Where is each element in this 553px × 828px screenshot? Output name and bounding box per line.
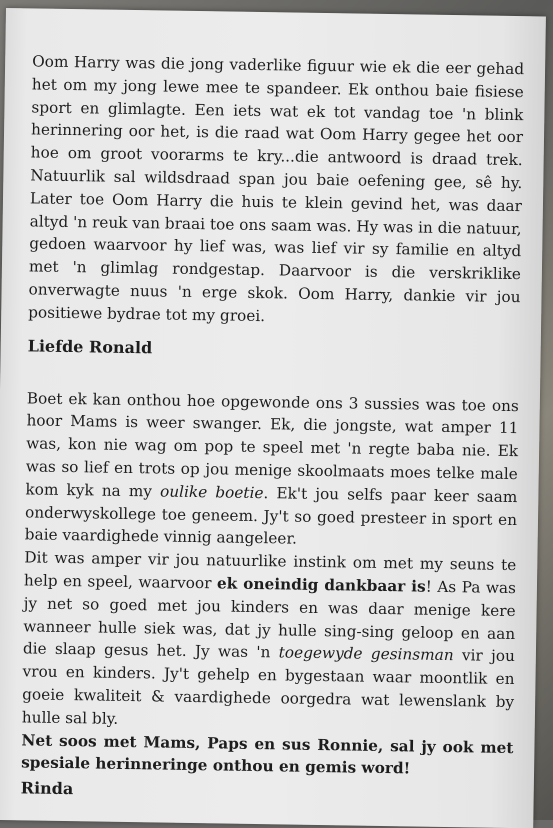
signature-ronald: Liefde Ronald	[27, 335, 153, 357]
text-span: . Ek't jou selfs paar keer saam onderwyskollege toe geneem. Jy't so goed presteer in sport en baie vaardighede vinnig aangeleer.	[24, 483, 518, 548]
page-text	[21, 50, 525, 805]
text-span: Dit was amper vir jou natuurlike instink om met my seuns te help en speel, waarvoor	[23, 548, 517, 593]
tribute-rinda-paragraph-1	[25, 387, 519, 554]
italic-span: toegewyde gesinsman	[278, 643, 454, 665]
signature-rinda: Rinda	[20, 778, 74, 799]
tribute-ronald-paragraph: Oom Harry was die jong vaderlike figuur wie ek die eer gehad het om my jong lewe mee te spandeer. Ek onthou baie fisiese sport en glimlagte. Een iets wat ek tot vandag toe 'n blink herinnering oor het, is die raad wat Oom Harry gegee het oor hoe om groot voorarms te kry...die antwoord is draad trek. Natuurlik sal wildsdraad span jou baie oefening gee, sê hy. Later toe Oom Harry die huis te klein gevind het, was daar altyd 'n reuk van braai toe ons saam was. Hy was in die natuur, gedoen waarvoor hy lief was, was lief vir sy familie en altyd met 'n glimlag rondgestap. Daarvoor is die verskriklike onverwagte nuus 'n erge skok. Oom Harry, dankie vir jou positiewe bydrae tot my groei.	[28, 52, 525, 325]
text-span: vir jou vrou en kinders. Jy't gehelp en bygestaan waar moontlik en goeie kwaliteit & vaardighede oorgedra wat lewenslank by hulle sal bly.	[21, 646, 516, 728]
tribute-rinda	[21, 387, 519, 805]
printed-page	[0, 8, 546, 828]
text-span: ! As Pa was jy net so goed met jou kinders en was daar menige kere wanneer hulle siek was, dat jy hulle sing-sing geloop en aan die slaap gesus het. Jy was 'n	[22, 577, 517, 662]
tribute-rinda-paragraph-2	[22, 546, 517, 736]
text-span: Boet ek kan onthou hoe opgewonde ons 3 sussies was toe ons hoor Mams is weer swanger. Ek, die jongste, wat amper 11 was, kon nie wag om pop te speel met 'n regte baba nie. Ek was so lief en trots op jou menige skoolmaats moes telke male kom kyk na my	[25, 388, 519, 501]
tribute-rinda-closing: Net soos met Mams, Paps en sus Ronnie, sal jy ook met spesiale herinneringe onthou en gemis word!	[21, 730, 514, 778]
bold-span: ek oneindig dankbaar is	[216, 574, 426, 596]
italic-span: oulike boetie	[159, 482, 264, 502]
tribute-ronald	[28, 50, 525, 362]
